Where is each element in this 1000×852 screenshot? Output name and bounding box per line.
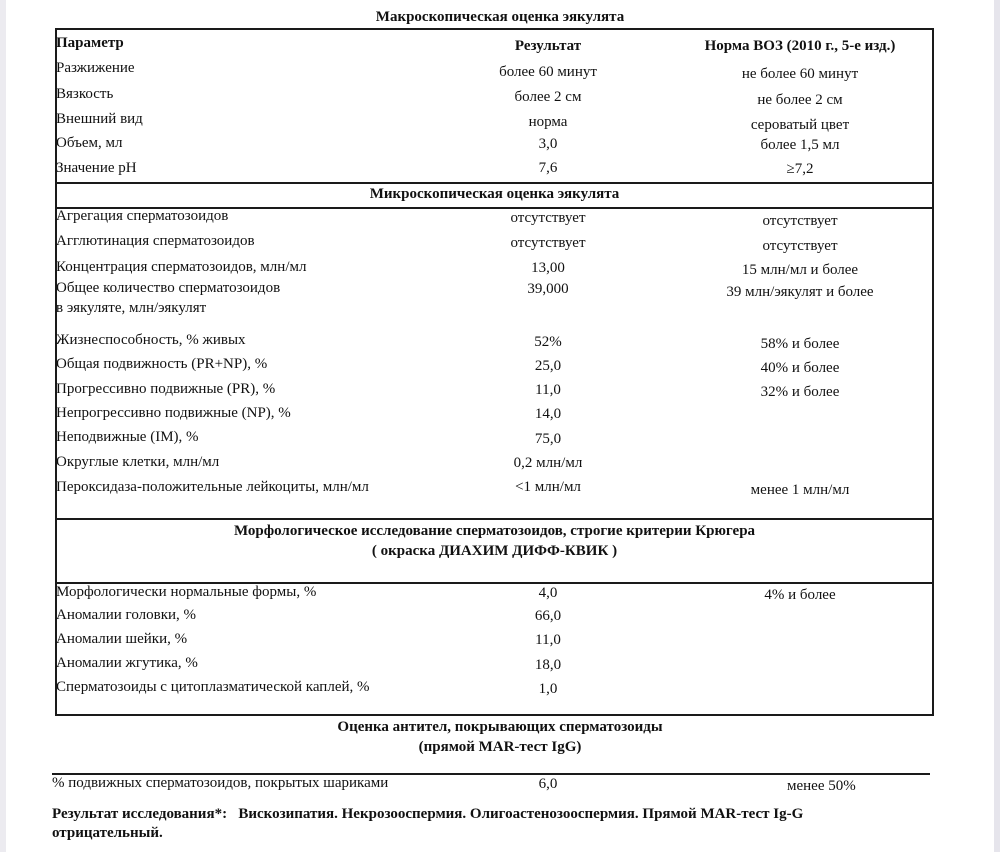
row-param: % подвижных сперматозоидов, покрытых шариками	[52, 775, 389, 791]
row-result: 11,0	[535, 632, 561, 648]
row-param: Непрогрессивно подвижные (NP), %	[56, 405, 291, 421]
row-param: Аномалии шейки, %	[56, 631, 188, 647]
conclusion-text: Вискозипатия. Некрозооспермия. Олигоастенозооспермия. Прямой MAR-тест Ig-G	[238, 806, 804, 822]
row-result: 0,2 млн/мл	[513, 455, 583, 471]
row-result: 75,0	[534, 431, 562, 447]
conclusion-label: Результат исследования*:	[52, 806, 228, 822]
row-norm: не более 2 см	[757, 92, 843, 108]
morph-section-subtitle: ( окраска ДИАХИМ ДИФФ-КВИК )	[371, 543, 618, 559]
row-result: 13,00	[531, 260, 565, 276]
row-result: <1 млн/мл	[515, 479, 581, 495]
row-param: Вязкость	[56, 86, 114, 102]
row-param: Концентрация сперматозоидов, млн/мл	[56, 259, 307, 275]
row-norm: 40% и более	[760, 360, 840, 376]
row-result: более 60 минут	[499, 64, 597, 80]
row-result: 66,0	[534, 608, 562, 624]
mar-section-subtitle: (прямой MAR-тест IgG)	[418, 739, 582, 755]
row-param: Прогрессивно подвижные (PR), %	[56, 381, 276, 397]
row-norm: отсутствует	[762, 238, 838, 254]
row-norm: сероватый цвет	[750, 117, 850, 133]
row-norm: 15 млн/мл и более	[741, 262, 859, 278]
row-param: Жизнеспособность, % живых	[56, 332, 246, 348]
row-param: Внешний вид	[56, 111, 143, 127]
column-header-norm: Норма ВОЗ (2010 г., 5-е изд.)	[704, 38, 896, 54]
row-result: норма	[528, 114, 568, 130]
row-param: Пероксидаза-положительные лейкоциты, млн/мл	[56, 479, 369, 495]
row-result: более 2 см	[514, 89, 582, 105]
row-result: 39,000	[527, 281, 569, 297]
row-result: 7,6	[538, 160, 558, 176]
row-result: 6,0	[538, 776, 558, 792]
row-param: Значение pH	[56, 160, 137, 176]
row-param: Разжижение	[56, 60, 135, 76]
column-header-parameter: Параметр	[56, 35, 124, 51]
macro-section-title: Макроскопическая оценка эякулята	[375, 9, 625, 25]
row-param: Общая подвижность (PR+NP), %	[56, 356, 268, 372]
row-param: Морфологически нормальные формы, %	[56, 584, 317, 600]
row-param: Аномалии головки, %	[56, 607, 197, 623]
row-result: 18,0	[534, 657, 562, 673]
row-param-line2: в эякуляте, млн/эякулят	[56, 300, 207, 316]
row-param: Округлые клетки, млн/мл	[56, 454, 220, 470]
row-result: 3,0	[538, 136, 558, 152]
row-result: 52%	[534, 334, 562, 350]
morph-section-title: Морфологическое исследование сперматозоидов, строгие критерии Крюгера	[233, 523, 756, 539]
row-param: Неподвижные (IM), %	[56, 429, 199, 445]
row-norm: отсутствует	[762, 213, 838, 229]
row-norm: 39 млн/эякулят и более	[726, 284, 874, 300]
section-divider	[55, 182, 934, 184]
micro-section-title: Микроскопическая оценка эякулята	[369, 186, 620, 202]
row-result: 25,0	[534, 358, 562, 374]
row-result: 14,0	[534, 406, 562, 422]
row-result: отсутствует	[510, 235, 586, 251]
row-norm: менее 50%	[787, 778, 856, 794]
row-norm: 32% и более	[760, 384, 840, 400]
mar-section-title: Оценка антител, покрывающих сперматозоиды	[337, 719, 663, 735]
row-result: отсутствует	[510, 210, 586, 226]
row-param: Агглютинация сперматозоидов	[56, 233, 255, 249]
cut-off-text	[52, 845, 56, 852]
row-result: 11,0	[535, 382, 561, 398]
row-norm: 4% и более	[764, 587, 836, 603]
row-param: Агрегация сперматозоидов	[56, 208, 229, 224]
row-param: Аномалии жгутика, %	[56, 655, 198, 671]
row-norm: ≥7,2	[786, 161, 814, 177]
row-param: Сперматозоиды с цитоплазматической каплей, %	[56, 679, 370, 695]
conclusion	[52, 806, 803, 823]
table-border	[55, 28, 934, 30]
row-result: 4,0	[538, 585, 558, 601]
table-border	[55, 714, 934, 716]
row-norm: менее 1 млн/мл	[750, 482, 850, 498]
row-norm: более 1,5 мл	[760, 137, 840, 153]
conclusion-text-line2: отрицательный.	[52, 825, 163, 841]
row-norm: не более 60 минут	[741, 66, 859, 82]
row-param: Общее количество сперматозоидов	[56, 280, 281, 296]
row-param: Объем, мл	[56, 135, 123, 151]
section-divider	[55, 518, 934, 520]
row-result: 1,0	[538, 681, 558, 697]
row-norm: 58% и более	[760, 336, 840, 352]
column-header-result: Результат	[514, 38, 582, 54]
